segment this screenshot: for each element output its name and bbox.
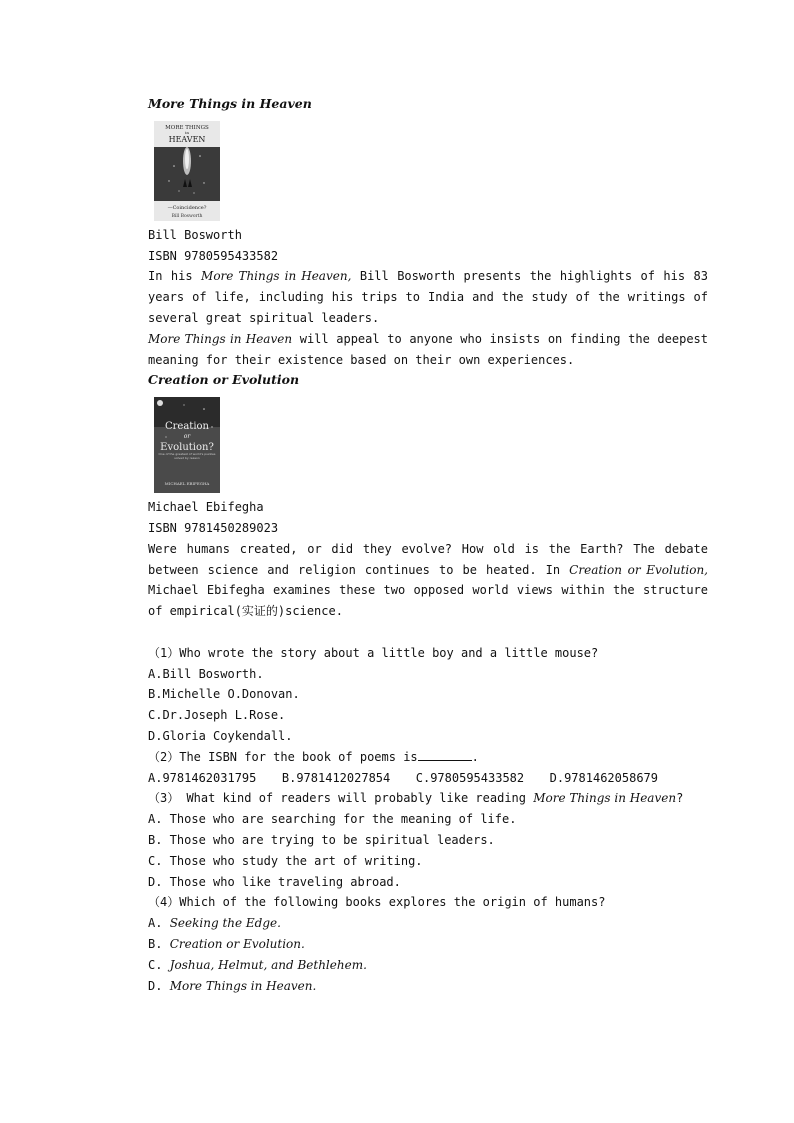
book2-cover-image [154,397,220,493]
question-4-option-b: B. Creation or Evolution. [148,936,305,951]
question-3-option-b: B. Those who are trying to be spiritual leaders. [148,832,495,847]
question-4-option-a: A. Seeking the Edge. [148,916,281,931]
book2-title: Creation or Evolution [148,372,300,388]
question-2-option-c: C.9780595433582 [415,770,525,785]
book1-title: More Things in Heaven [148,96,312,111]
book1-author: Bill Bosworth [148,227,242,242]
question-1-option-a: A.Bill Bosworth. [148,666,264,681]
question-3-option-d: D. Those who like traveling abroad. [148,874,401,889]
book2-cover-line2: or [183,433,191,441]
question-3-option-c: C. Those who study the art of writing. [148,853,423,868]
question-3-option-a: A. Those who are searching for the meaning of life. [148,812,517,827]
question-4-stem: （4）Which of the following books explores the origin of humans? [148,895,606,910]
question-3-stem: （3） What kind of readers will probably like reading More Things in Heaven? [148,791,684,806]
book2-isbn: ISBN 9781450289023 [148,520,279,535]
document-page [148,94,708,996]
book2-cover-line3: Evolution? [160,442,214,454]
book1-cover-image [154,121,220,221]
question-2-option-a: A.9781462031795 [148,770,257,785]
book1-description: In his More Things in Heaven, Bill Bosworth presents the highlights of his 83 years of life, including his trips to India and the study of the writings of several great spiritual leaders. [148,269,709,325]
book1-appeal: More Things in Heaven will appeal to anyone who insists on finding the deepest meaning for their existence based on their own experiences. [148,331,709,367]
question-1-option-c: C.Dr.Joseph L.Rose. [148,708,286,723]
book2-cover-line1: Creation [165,421,209,433]
book2-cover-subtitle: One of the greatest of world's puzzles solved by reason [158,453,216,460]
question-1-stem: （1）Who wrote the story about a little boy and a little mouse? [148,645,599,660]
question-2-stem: （2）The ISBN for the book of poems is . [148,749,479,764]
spacer [148,622,708,643]
book1-cover-author: Bill Bosworth [171,213,203,219]
book1-cover-line2: in [185,129,189,135]
question-1-option-b: B.Michelle O.Donovan. [148,687,300,702]
question-2-option-b: B.9781412027854 [281,770,391,785]
book2-description: Were humans created, or did they evolve? How old is the Earth? The debate between science and religion continues to be heated. In Creation or Evolution, Michael Ebifegha examines these two opposed world views within the structure of empirical(实证的)science. [148,541,708,619]
book1-isbn: ISBN 9780595433582 [148,248,279,263]
book2-author: Michael Ebifegha [148,500,264,515]
question-1-option-d: D.Gloria Coykendall. [148,728,293,743]
book1-cover-line3: HEAVEN [168,134,206,144]
question-4-option-c: C. Joshua, Helmut, and Bethlehem. [148,957,367,972]
question-4-option-d: D. More Things in Heaven. [148,978,317,993]
question-2-options [148,768,658,789]
answer-blank [418,748,472,761]
book1-cover-subtitle: —Coincidence? [167,204,207,211]
book1-cover-line1: MORE THINGS [165,124,209,131]
question-2-option-d: D.9781462058679 [549,770,658,785]
book2-cover-author: MICHAEL EBIFEGHA [164,481,210,487]
